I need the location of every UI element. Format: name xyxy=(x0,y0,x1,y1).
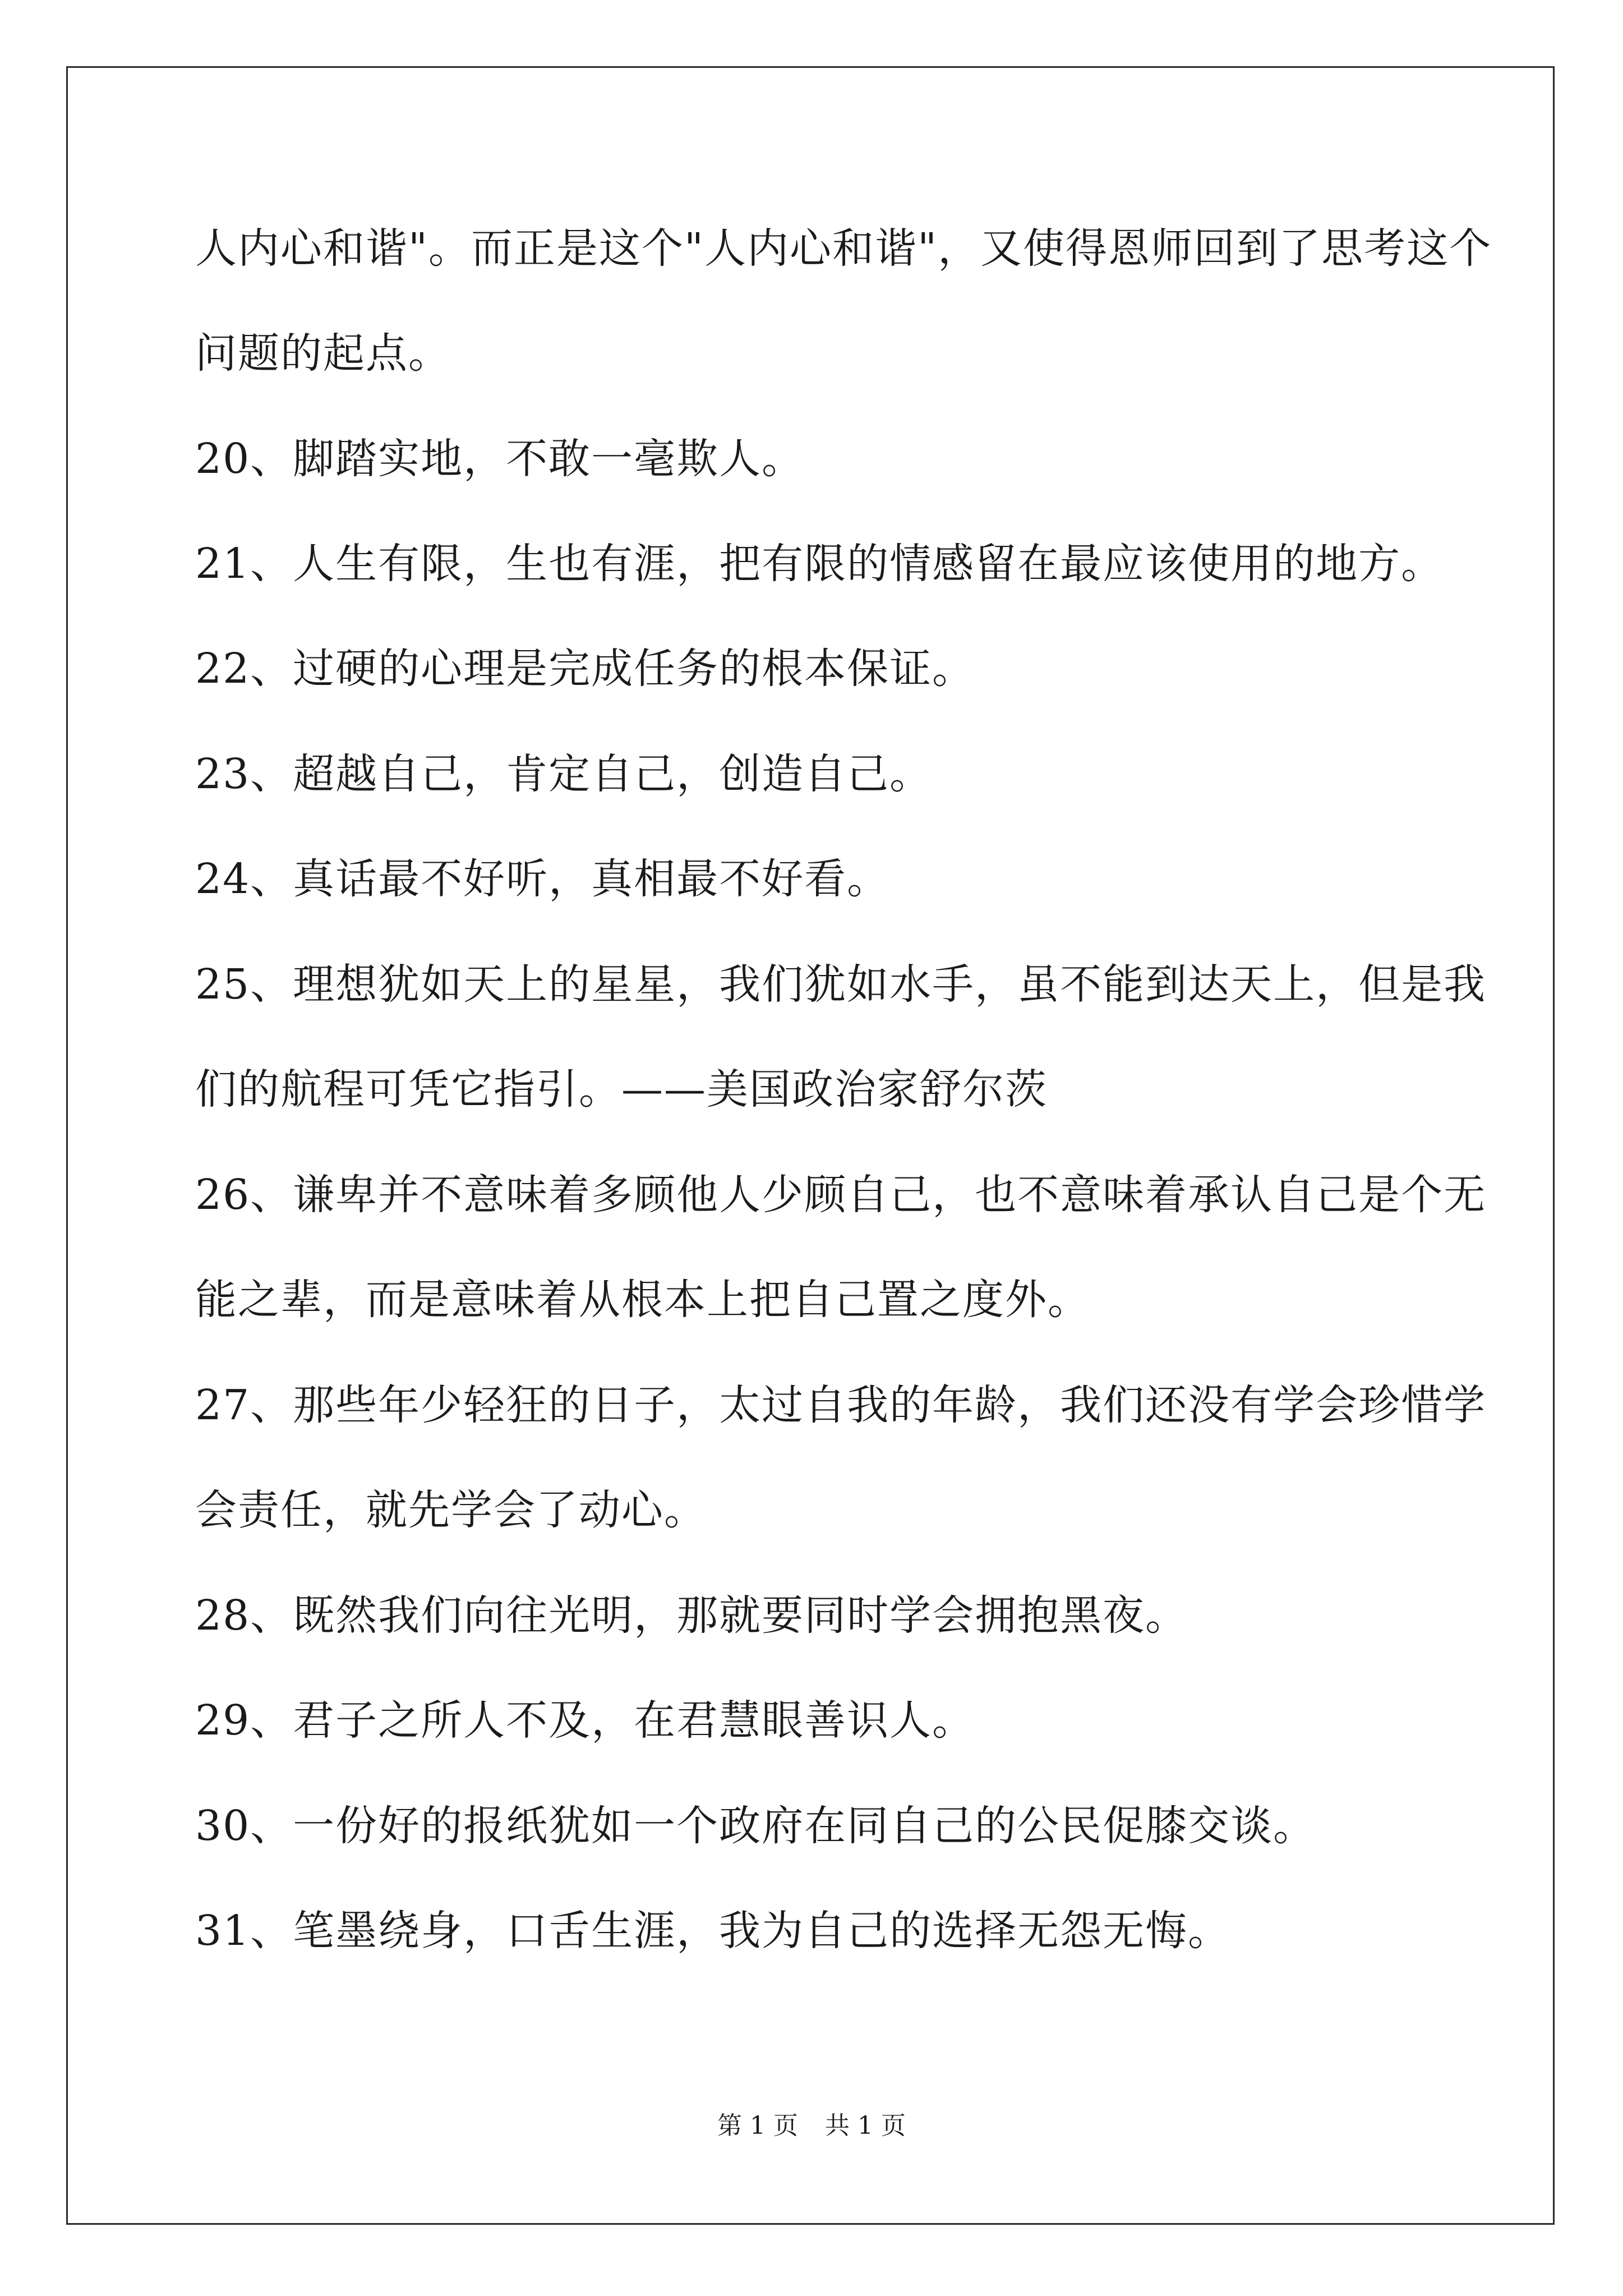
text-line: 27、那些年少轻狂的日子，太过自我的年龄，我们还没有学会珍惜学 xyxy=(195,1381,1487,1429)
text-line: 会责任，就先学会了动心。 xyxy=(195,1486,707,1534)
text-line: 31、笔墨绕身，口舌生涯，我为自己的选择无怨无悔。 xyxy=(195,1907,1231,1955)
page-number: 第 1 页 xyxy=(717,2111,798,2140)
text-line: 25、理想犹如天上的星星，我们犹如水手，虽不能到达天上，但是我 xyxy=(195,960,1487,1009)
text-line: 28、既然我们向往光明，那就要同时学会拥抱黑夜。 xyxy=(195,1591,1188,1640)
text-line: 26、谦卑并不意味着多顾他人少顾自己，也不意味着承认自己是个无 xyxy=(195,1171,1487,1219)
text-line: 人内心和谐"。而正是这个"人内心和谐"，又使得恩师回到了思考这个 xyxy=(195,224,1492,273)
text-line: 30、一份好的报纸犹如一个政府在同自己的公民促膝交谈。 xyxy=(195,1802,1316,1850)
text-line: 能之辈，而是意味着从根本上把自己置之度外。 xyxy=(195,1276,1090,1324)
text-line: 21、人生有限，生也有涯，把有限的情感留在最应该使用的地方。 xyxy=(195,540,1444,588)
page-total: 共 1 页 xyxy=(825,2111,906,2140)
page-border xyxy=(66,66,1555,2225)
text-line: 问题的起点。 xyxy=(195,329,451,378)
page-footer xyxy=(0,2109,1623,2143)
text-line: 23、超越自己，肯定自己，创造自己。 xyxy=(195,750,933,798)
text-line: 22、过硬的心理是完成任务的根本保证。 xyxy=(195,645,975,693)
text-line: 29、君子之所人不及，在君慧眼善识人。 xyxy=(195,1696,975,1745)
text-line: 们的航程可凭它指引。——美国政治家舒尔茨 xyxy=(195,1065,1048,1114)
text-line: 24、真话最不好听，真相最不好看。 xyxy=(195,855,890,903)
text-line: 20、脚踏实地，不敢一毫欺人。 xyxy=(195,435,805,483)
